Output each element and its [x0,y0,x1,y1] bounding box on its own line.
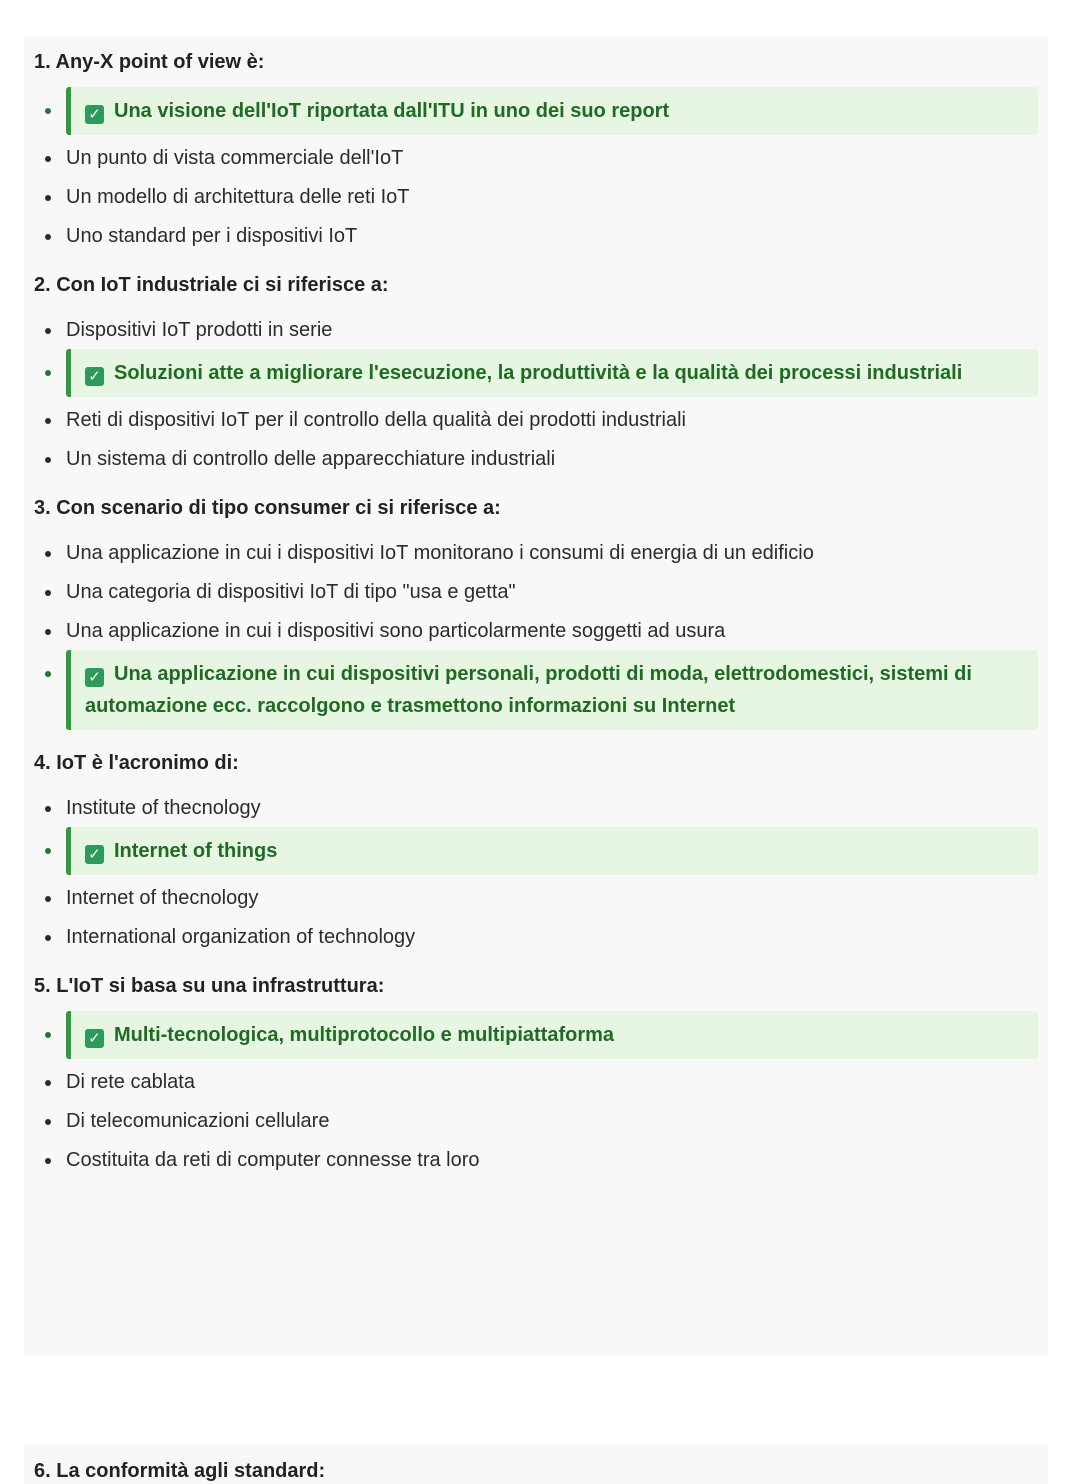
quiz-card-next [24,1444,1048,1484]
option-text: Di rete cablata [66,1071,195,1093]
question-block [34,272,1038,473]
option-text: Una applicazione in cui i dispositivi IoT monitorano i consumi di energia di un edificio [66,542,814,564]
option-item [34,1068,1038,1096]
correct-answer-box [66,827,1038,875]
option-item [34,794,1038,822]
question-block [34,49,1038,250]
option-correct [34,827,1038,875]
option-item [34,406,1038,434]
option-text: Internet of thecnology [66,887,259,909]
option-item [34,617,1038,645]
question-block [34,973,1038,1174]
option-text: Una categoria di dispositivi IoT di tipo "usa e getta" [66,581,516,603]
option-text: Institute of thecnology [66,797,261,819]
option-text: Di telecomunicazioni cellulare [66,1110,330,1132]
option-text: International organization of technology [66,926,416,948]
option-text: Internet of things [114,840,278,862]
option-item [34,445,1038,473]
quiz-card [24,35,1048,1357]
option-item [34,1107,1038,1135]
check-box-icon: ✓ [85,367,104,386]
options-list [34,1011,1038,1174]
correct-answer-box [66,349,1038,397]
check-box-icon: ✓ [85,1029,104,1048]
check-box-icon: ✓ [85,845,104,864]
option-text: Costituita da reti di computer connesse tra loro [66,1149,480,1171]
option-correct [34,349,1038,397]
question-title: 2. Con IoT industriale ci si riferisce a: [34,274,389,296]
option-text: Soluzioni atte a migliorare l'esecuzione, la produttività e la qualità dei processi industriali [114,362,963,384]
question-title: 4. IoT è l'acronimo di: [34,752,239,774]
question-title: 3. Con scenario di tipo consumer ci si riferisce a: [34,497,501,519]
option-text: Reti di dispositivi IoT per il controllo della qualità dei prodotti industriali [66,409,686,431]
option-text: Un punto di vista commerciale dell'IoT [66,147,404,169]
option-item [34,539,1038,567]
option-item [34,222,1038,250]
correct-answer-box [66,87,1038,135]
option-correct [34,1011,1038,1059]
question-title: 6. La conformità agli standard: [34,1460,326,1482]
option-item [34,923,1038,951]
option-item [34,144,1038,172]
question-title: 5. L'IoT si basa su una infrastruttura: [34,975,385,997]
options-list [34,316,1038,473]
option-correct [34,87,1038,135]
option-text: Dispositivi IoT prodotti in serie [66,319,333,341]
option-text: Un sistema di controllo delle apparecchiature industriali [66,448,556,470]
option-text: Multi-tecnologica, multiprotocollo e multipiattaforma [114,1024,615,1046]
question-block [34,750,1038,951]
option-text: Uno standard per i dispositivi IoT [66,225,358,247]
check-box-icon: ✓ [85,105,104,124]
option-item [34,1146,1038,1174]
option-text: Un modello di architettura delle reti IoT [66,186,410,208]
question-title: 1. Any-X point of view è: [34,51,265,73]
correct-answer-box [66,1011,1038,1059]
option-text: Una applicazione in cui dispositivi personali, prodotti di moda, elettrodomestici, sistemi di automazione ecc. raccolgono e trasmettono informazioni su Internet [85,663,972,717]
option-text: Una applicazione in cui i dispositivi sono particolarmente soggetti ad usura [66,620,726,642]
options-list [34,87,1038,250]
option-item [34,183,1038,211]
option-item [34,316,1038,344]
options-list [34,794,1038,951]
option-text: Una visione dell'IoT riportata dall'ITU in uno dei suo report [114,100,670,122]
question-block [34,495,1038,730]
options-list [34,539,1038,730]
question-block [34,1458,1038,1484]
correct-answer-box [66,650,1038,730]
check-box-icon: ✓ [85,668,104,687]
option-correct [34,650,1038,730]
option-item [34,884,1038,912]
option-item [34,578,1038,606]
